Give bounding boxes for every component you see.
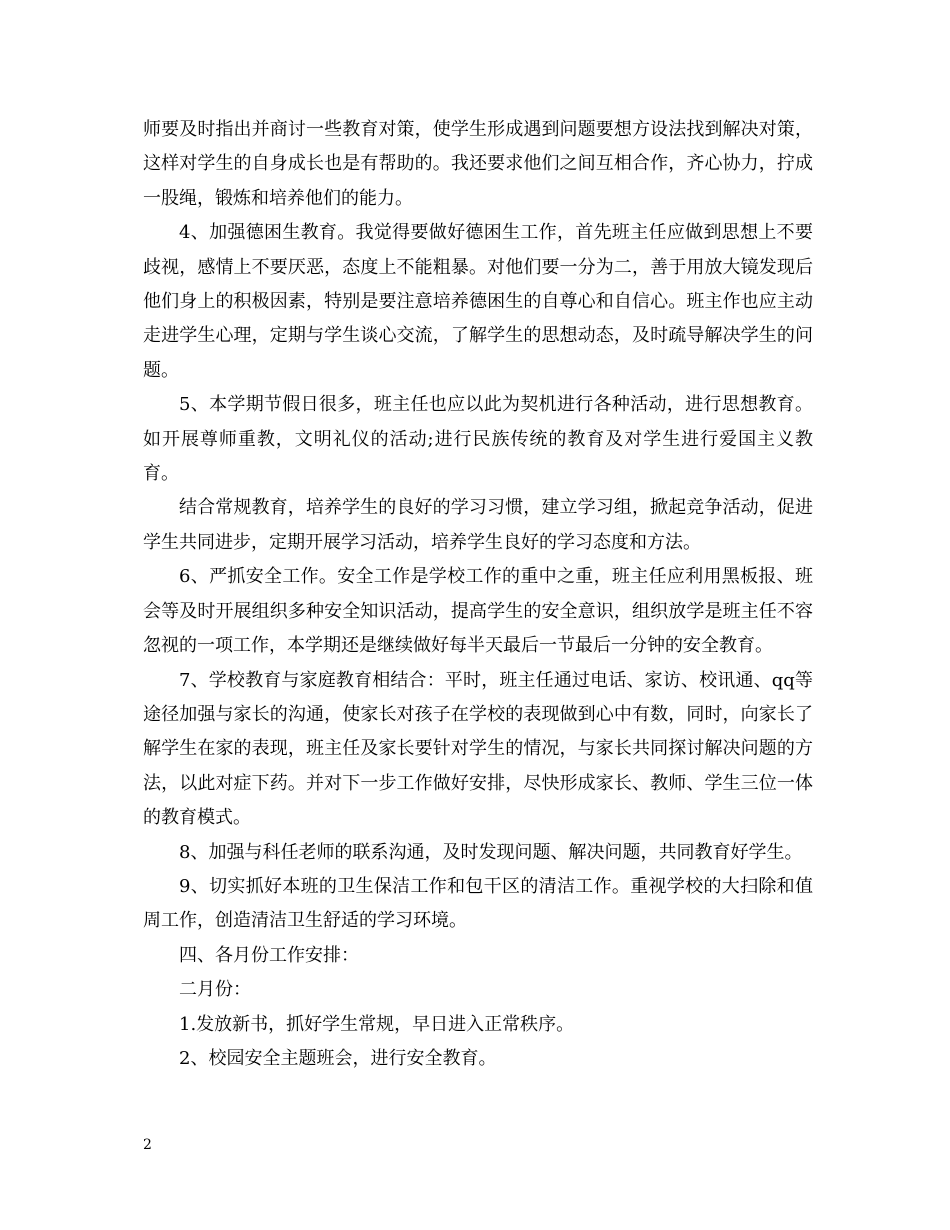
page-number: 2 [143,1137,152,1153]
subheading-february: 二月份： [179,979,251,1001]
february-item-1: 1.发放新书，抓好学生常规，早日进入正常秩序。 [179,1013,575,1035]
paragraph-continuation: 师要及时指出并商讨一些教育对策，使学生形成遇到问题要想方设法找到解决对策，这样对学生的自身成长也是有帮助的。我还要求他们之间互相合作，齐心协力，拧成一股绳，锻炼和培养他们的能力。 [143,119,813,209]
february-item-2: 2、校园安全主题班会，进行安全教育。 [179,1047,497,1069]
document-body [143,113,813,1076]
paragraph-item-8: 8、加强与科任老师的联系沟通，及时发现问题、解决问题，共同教育好学生。 [179,841,803,863]
section-heading-monthly-plan: 四、各月份工作安排： [179,944,359,966]
paragraph-item-9: 9、切实抓好本班的卫生保洁工作和包干区的清洁工作。重视学校的大扫除和值周工作，创造清洁卫生舒适的学习环境。 [143,875,813,932]
paragraph-item-6: 6、严抓安全工作。安全工作是学校工作的重中之重，班主任应利用黑板报、班会等及时开展组织多种安全知识活动，提高学生的安全意识，组织放学是班主任不容忽视的一项工作，本学期还是继续做好每半天最后一节最后一分钟的安全教育。 [143,566,813,657]
paragraph-routine-education: 结合常规教育，培养学生的良好的学习习惯，建立学习组，掀起竞争活动，促进学生共同进步，定期开展学习活动，培养学生良好的学习态度和方法。 [143,497,813,553]
paragraph-item-7: 7、学校教育与家庭教育相结合：平时，班主任通过电话、家访、校讯通、qq等途径加强与家长的沟通，使家长对孩子在学校的表现做到心中有数，同时，向家长了解学生在家的表现，班主任及家长要针对学生的情况，与家长共同探讨解决问题的方法，以此对症下药。并对下一步工作做好安排，尽快形成家长、教师、学生三位一体的教育模式。 [143,669,813,829]
paragraph-item-5: 5、本学期节假日很多，班主任也应以此为契机进行各种活动，进行思想教育。如开展尊师重教，文明礼仪的活动;进行民族传统的教育及对学生进行爱国主义教育。 [143,394,813,485]
paragraph-item-4: 4、加强德困生教育。我觉得要做好德困生工作，首先班主任应做到思想上不要歧视，感情上不要厌恶，态度上不能粗暴。对他们要一分为二，善于用放大镜发现后他们身上的积极因素，特别是要注意培养德困生的自尊心和自信心。班主作也应主动走进学生心理，定期与学生谈心交流，了解学生的思想动态，及时疏导解决学生的问题。 [143,222,813,381]
